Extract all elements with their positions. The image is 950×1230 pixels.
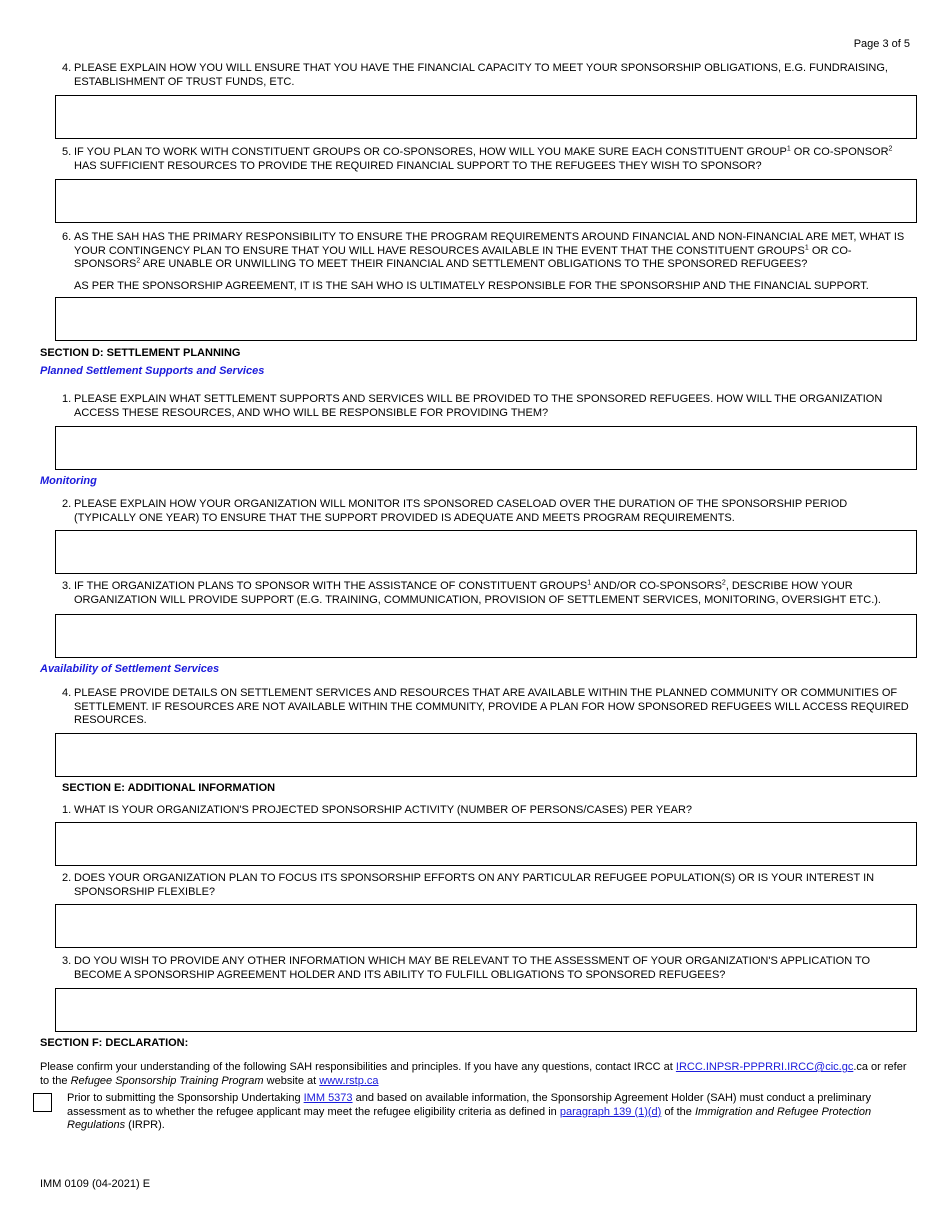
- sponsorship-note: AS PER THE SPONSORSHIP AGREEMENT, IT IS THE SAH WHO IS ULTIMATELY RESPONSIBLE FOR THE SPONSORSHIP AND THE FINANCIAL SUPPORT.: [74, 280, 869, 292]
- answer-field-e3[interactable]: [55, 988, 917, 1032]
- answer-field-d1[interactable]: [55, 426, 917, 470]
- question-d3: [62, 580, 912, 607]
- question-number: 2.: [62, 498, 72, 510]
- subheading-availability: Availability of Settlement Services: [40, 663, 220, 675]
- declaration-intro: Please confirm your understanding of the following SAH responsibilities and principles. If you have any questions, contact IRCC at IRCC.INPSR-PPPRRI.IRCC@cic.gc.ca or refer to the Refugee Sponsorship Training Program website at www.rstp.ca: [40, 1061, 907, 1087]
- question-number: 6.: [62, 231, 72, 243]
- question-c4: [62, 62, 912, 89]
- imm5373-link[interactable]: IMM 5373: [303, 1092, 353, 1104]
- subheading-monitoring: Monitoring: [40, 475, 97, 487]
- answer-field-c4[interactable]: [55, 95, 917, 139]
- page-number: Page 3 of 5: [853, 38, 910, 50]
- question-d1: [62, 393, 912, 420]
- answer-field-c5[interactable]: [55, 179, 917, 223]
- question-number: 2.: [62, 872, 72, 884]
- section-d-title: SECTION D: SETTLEMENT PLANNING: [40, 347, 241, 359]
- question-text: PLEASE EXPLAIN WHAT SETTLEMENT SUPPORTS AND SERVICES WILL BE PROVIDED TO THE SPONSORED REFUGEES. HOW WILL THE ORGANIZATION ACCESS THESE RESOURCES, AND WHO WILL BE RESPONSIBLE FOR PROVIDING THEM?: [74, 393, 883, 419]
- question-text: WHAT IS YOUR ORGANIZATION'S PROJECTED SPONSORSHIP ACTIVITY (NUMBER OF PERSONS/CASES) PER YEAR?: [74, 804, 693, 816]
- answer-field-c6[interactable]: [55, 297, 917, 341]
- question-text: IF YOU PLAN TO WORK WITH CONSTITUENT GROUPS OR CO-SPONSORES, HOW WILL YOU MAKE SURE EACH CONSTITUENT GROUP$^1$ OR CO-SPONSOR$^2$ HAS SUFFICIENT RESOURCES TO PROVIDE THE REQUIRED FINANCIAL SUPPORT TO THE REFUGEES THEY WISH TO SPONSOR?: [74, 145, 893, 172]
- question-c5: [62, 146, 912, 173]
- paragraph-139-link[interactable]: paragraph 139 (1)(d): [559, 1105, 662, 1118]
- answer-field-e2[interactable]: [55, 904, 917, 948]
- answer-field-d3[interactable]: [55, 614, 917, 658]
- question-e2: [62, 872, 912, 899]
- question-text: PLEASE EXPLAIN HOW YOUR ORGANIZATION WILL MONITOR ITS SPONSORED CASELOAD OVER THE DURATION OF THE SPONSORSHIP PERIOD (TYPICALLY ONE YEAR) TO ENSURE THAT THE SUPPORT PROVIDED IS ADEQUATE AND MEETS PROGRAM REQUIREMENTS.: [74, 498, 848, 524]
- question-number: 1.: [62, 804, 72, 816]
- declaration-item-1: Prior to submitting the Sponsorship Undertaking IMM 5373 and based on available information, the Sponsorship Agreement Holder (SAH) must conduct a preliminary assessment as to whether the refugee applicant may meet the refugee eligibility criteria as defined in paragraph 139 (1)(d) of the Immigration and Refugee Protection Regulations (IRPR).: [67, 1092, 872, 1131]
- question-text: DOES YOUR ORGANIZATION PLAN TO FOCUS ITS SPONSORSHIP EFFORTS ON ANY PARTICULAR REFUGEE POPULATION(S) OR IS YOUR INTEREST IN SPONSORSHIP FLEXIBLE?: [74, 872, 875, 898]
- subheading-planned-supports: Planned Settlement Supports and Services: [40, 365, 265, 377]
- answer-field-d2[interactable]: [55, 530, 917, 574]
- question-number: 3.: [62, 955, 72, 967]
- question-number: 1.: [62, 393, 72, 405]
- section-e-title: SECTION E: ADDITIONAL INFORMATION: [62, 782, 276, 794]
- question-text: IF THE ORGANIZATION PLANS TO SPONSOR WITH THE ASSISTANCE OF CONSTITUENT GROUPS$^1$ AND/OR CO-SPONSORS$^2$, DESCRIBE HOW YOUR ORGANIZATION WILL PROVIDE SUPPORT (E.G. TRAINING, COMMUNICATION, PROVISION OF SETTLEMENT SERVICES, MONITORING, OVERSIGHT ETC.).: [74, 579, 881, 606]
- question-number: 5.: [62, 146, 72, 158]
- question-number: 4.: [62, 62, 72, 74]
- question-e1: [62, 804, 912, 818]
- question-d2: [62, 498, 912, 525]
- answer-field-e1[interactable]: [55, 822, 917, 866]
- rstp-website-link[interactable]: www.rstp.ca: [319, 1074, 379, 1087]
- declaration-checkbox-1[interactable]: [33, 1093, 52, 1112]
- question-d4: [62, 687, 912, 728]
- question-text: PLEASE PROVIDE DETAILS ON SETTLEMENT SERVICES AND RESOURCES THAT ARE AVAILABLE WITHIN THE PLANNED COMMUNITY OR COMMUNITIES OF SETTLEMENT. IF RESOURCES ARE NOT AVAILABLE WITHIN THE COMMUNITY, PROVIDE A PLAN FOR HOW SPONSORED REFUGEES WILL ACCESS REQUIRED RESOURCES.: [74, 687, 909, 726]
- question-number: 4.: [62, 687, 72, 699]
- ircc-email-link[interactable]: IRCC.INPSR-PPPRRI.IRCC@cic.gc: [675, 1061, 854, 1073]
- question-number: 3.: [62, 580, 72, 592]
- question-text: AS THE SAH HAS THE PRIMARY RESPONSIBILITY TO ENSURE THE PROGRAM REQUIREMENTS AROUND FINANCIAL AND NON-FINANCIAL ARE MET, WHAT IS YOUR CONTINGENCY PLAN TO ENSURE THAT YOU WILL HAVE RESOURCES AVAILABLE IN THE EVENT THAT THE CONSTITUENT GROUPS$^1$ OR CO-SPONSORS$^2$ ARE UNABLE OR UNWILLING TO MEET THEIR FINANCIAL AND SETTLEMENT OBLIGATIONS TO THE SPONSORED REFUGEES?: [74, 231, 905, 270]
- question-c6: [62, 231, 912, 272]
- form-identifier: IMM 0109 (04-2021) E: [40, 1178, 151, 1190]
- question-e3: [62, 955, 912, 982]
- answer-field-d4[interactable]: [55, 733, 917, 777]
- section-f-title: SECTION F: DECLARATION:: [40, 1037, 189, 1049]
- question-text: DO YOU WISH TO PROVIDE ANY OTHER INFORMATION WHICH MAY BE RELEVANT TO THE ASSESSMENT OF YOUR ORGANIZATION'S APPLICATION TO BECOME A SPONSORSHIP AGREEMENT HOLDER AND ITS ABILITY TO FULFILL OBLIGATIONS TO SPONSORED REFUGEES?: [74, 955, 871, 981]
- question-text: PLEASE EXPLAIN HOW YOU WILL ENSURE THAT YOU HAVE THE FINANCIAL CAPACITY TO MEET YOUR SPONSORSHIP OBLIGATIONS, E.G. FUNDRAISING, ESTABLISHMENT OF TRUST FUNDS, ETC.: [74, 62, 888, 88]
